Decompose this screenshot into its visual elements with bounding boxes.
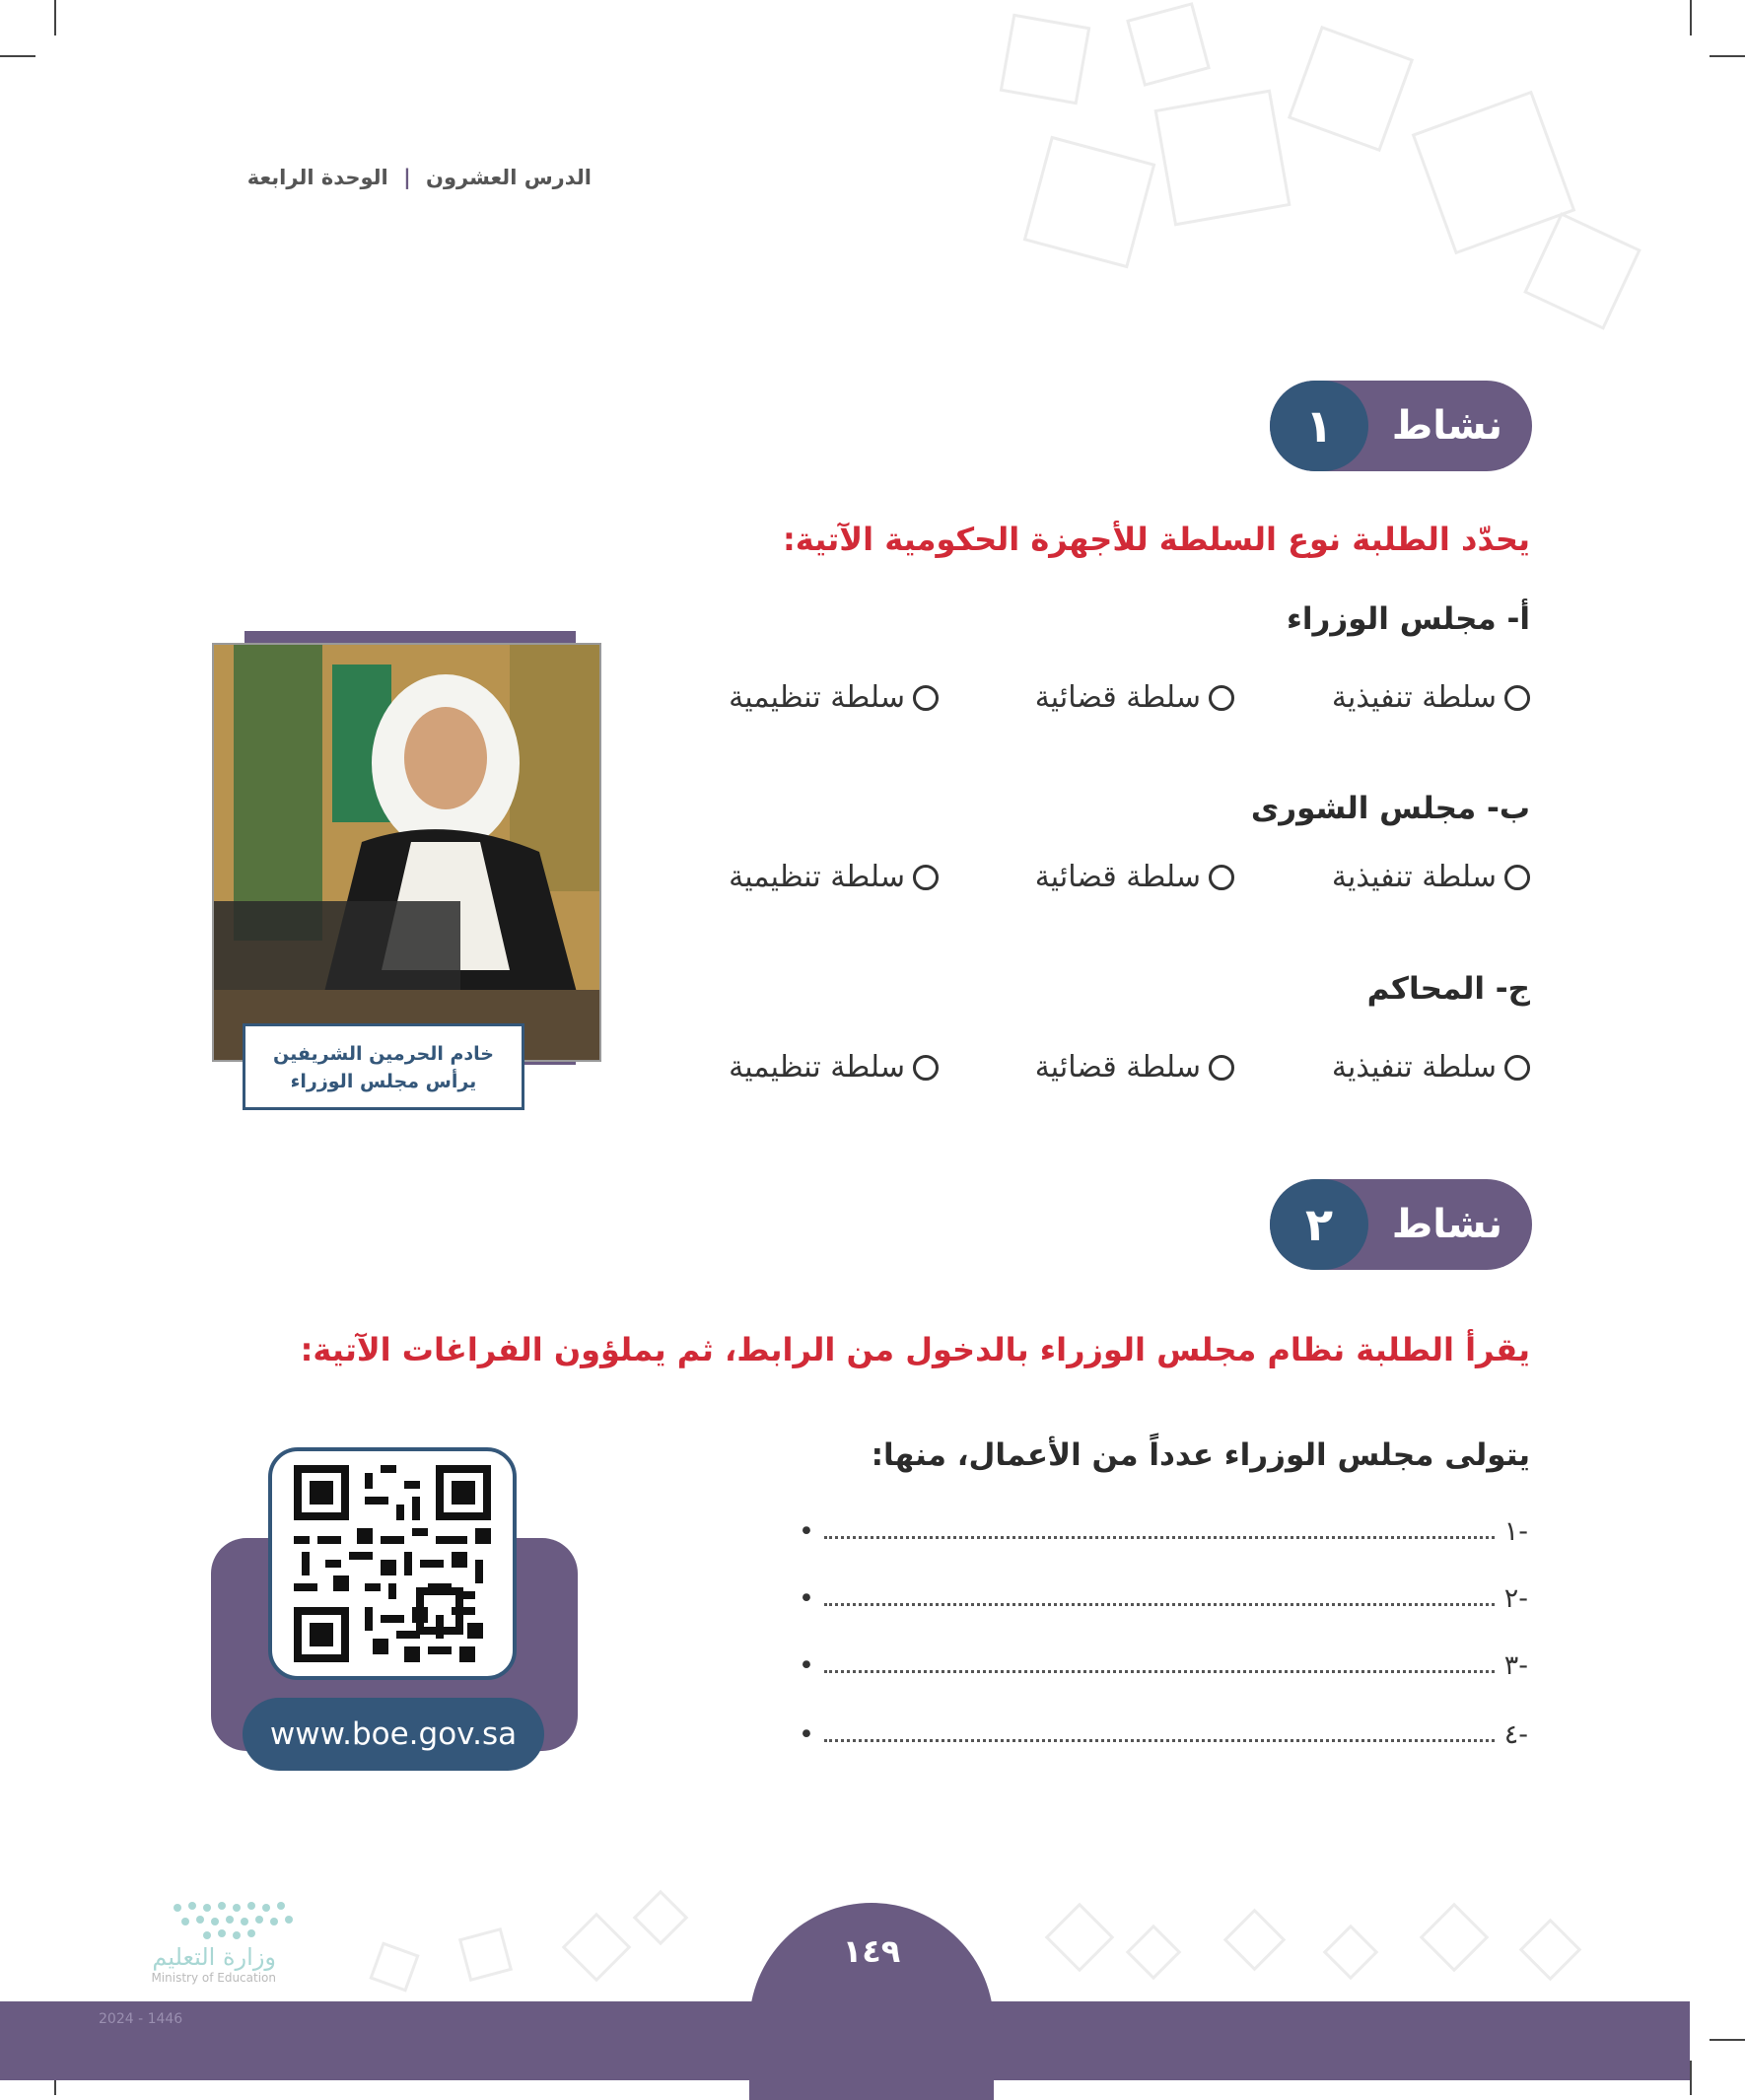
- caption-line-1: خادم الحرمين الشريفين: [273, 1043, 494, 1065]
- header-separator: |: [403, 166, 411, 189]
- qr-card[interactable]: [268, 1447, 517, 1680]
- question-b-options: [643, 860, 1530, 894]
- activity-2-prompt: يتولى مجلس الوزراء عدداً من الأعمال، منها:: [871, 1437, 1530, 1473]
- answer-line-2[interactable]: ٢- •: [799, 1583, 1528, 1614]
- ministry-logo-icon: [99, 1898, 325, 1947]
- lesson-label: الدرس العشرون: [426, 166, 592, 189]
- crop-mark: [1710, 2039, 1745, 2041]
- activity-1-label: نشاط: [1391, 403, 1502, 449]
- question-b-title: ب- مجلس الشورى: [1250, 791, 1530, 826]
- caption-line-2: يرأس مجلس الوزراء: [290, 1071, 477, 1092]
- option-judicial[interactable]: سلطة قضائية: [939, 860, 1234, 894]
- crop-mark: [1690, 0, 1692, 35]
- crop-mark: [54, 0, 56, 35]
- dotted-line[interactable]: [824, 1603, 1495, 1606]
- answer-line-4[interactable]: ٤- •: [799, 1719, 1528, 1750]
- ministry-logo: [99, 1898, 325, 1996]
- crop-mark: [1690, 2061, 1692, 2095]
- edition-label: 2024 - 1446: [99, 2011, 183, 2027]
- king-photo: [212, 643, 601, 1062]
- page-number: ١٤٩: [842, 1932, 901, 1970]
- question-c-title: ج- المحاكم: [1366, 971, 1530, 1007]
- radio-circle-icon[interactable]: [1504, 685, 1530, 711]
- radio-circle-icon[interactable]: [913, 865, 939, 890]
- qr-code-icon[interactable]: [294, 1465, 491, 1662]
- radio-circle-icon[interactable]: [1504, 1055, 1530, 1081]
- photo-caption: [243, 1023, 524, 1110]
- unit-label: الوحدة الرابعة: [246, 166, 388, 189]
- activity-2-number: ٢: [1270, 1179, 1368, 1270]
- ministry-name-ar: وزارة التعليم: [152, 1943, 276, 1971]
- option-executive[interactable]: سلطة تنفيذية: [1234, 680, 1530, 715]
- ministry-name-en: Ministry of Education: [151, 1971, 276, 1985]
- option-regulatory[interactable]: سلطة تنظيمية: [643, 860, 939, 894]
- option-executive[interactable]: سلطة تنفيذية: [1234, 860, 1530, 894]
- activity-1-instruction: يحدّد الطلبة نوع السلطة للأجهزة الحكومية الآتية:: [782, 521, 1530, 558]
- option-judicial[interactable]: سلطة قضائية: [939, 1050, 1234, 1085]
- activity-2-badge: [1270, 1179, 1532, 1270]
- activity-2-label: نشاط: [1391, 1202, 1502, 1247]
- answer-line-1[interactable]: ١- •: [799, 1516, 1528, 1547]
- activity-1-badge: [1270, 381, 1532, 471]
- radio-circle-icon[interactable]: [1209, 1055, 1234, 1081]
- radio-circle-icon[interactable]: [1504, 865, 1530, 890]
- photo-illustration: [214, 645, 601, 1062]
- crop-mark: [1710, 55, 1745, 57]
- question-a-title: أ- مجلس الوزراء: [1287, 601, 1530, 637]
- radio-circle-icon[interactable]: [1209, 685, 1234, 711]
- option-judicial[interactable]: سلطة قضائية: [939, 680, 1234, 715]
- page-header: [197, 166, 592, 189]
- radio-circle-icon[interactable]: [913, 1055, 939, 1081]
- option-regulatory[interactable]: سلطة تنظيمية: [643, 680, 939, 715]
- crop-mark: [0, 55, 35, 57]
- answer-line-3[interactable]: ٣- •: [799, 1650, 1528, 1681]
- radio-circle-icon[interactable]: [913, 685, 939, 711]
- url-link[interactable]: www.boe.gov.sa: [243, 1698, 544, 1771]
- dotted-line[interactable]: [824, 1739, 1495, 1742]
- question-a-options: [643, 680, 1530, 715]
- question-c-options: [643, 1050, 1530, 1085]
- activity-2-instruction: يقرأ الطلبة نظام مجلس الوزراء بالدخول من الرابط، ثم يملؤون الفراغات الآتية:: [300, 1331, 1530, 1368]
- option-regulatory[interactable]: سلطة تنظيمية: [643, 1050, 939, 1085]
- radio-circle-icon[interactable]: [1209, 865, 1234, 890]
- activity-1-number: ١: [1270, 381, 1368, 471]
- dotted-line[interactable]: [824, 1670, 1495, 1673]
- dotted-line[interactable]: [824, 1536, 1495, 1539]
- option-executive[interactable]: سلطة تنفيذية: [1234, 1050, 1530, 1085]
